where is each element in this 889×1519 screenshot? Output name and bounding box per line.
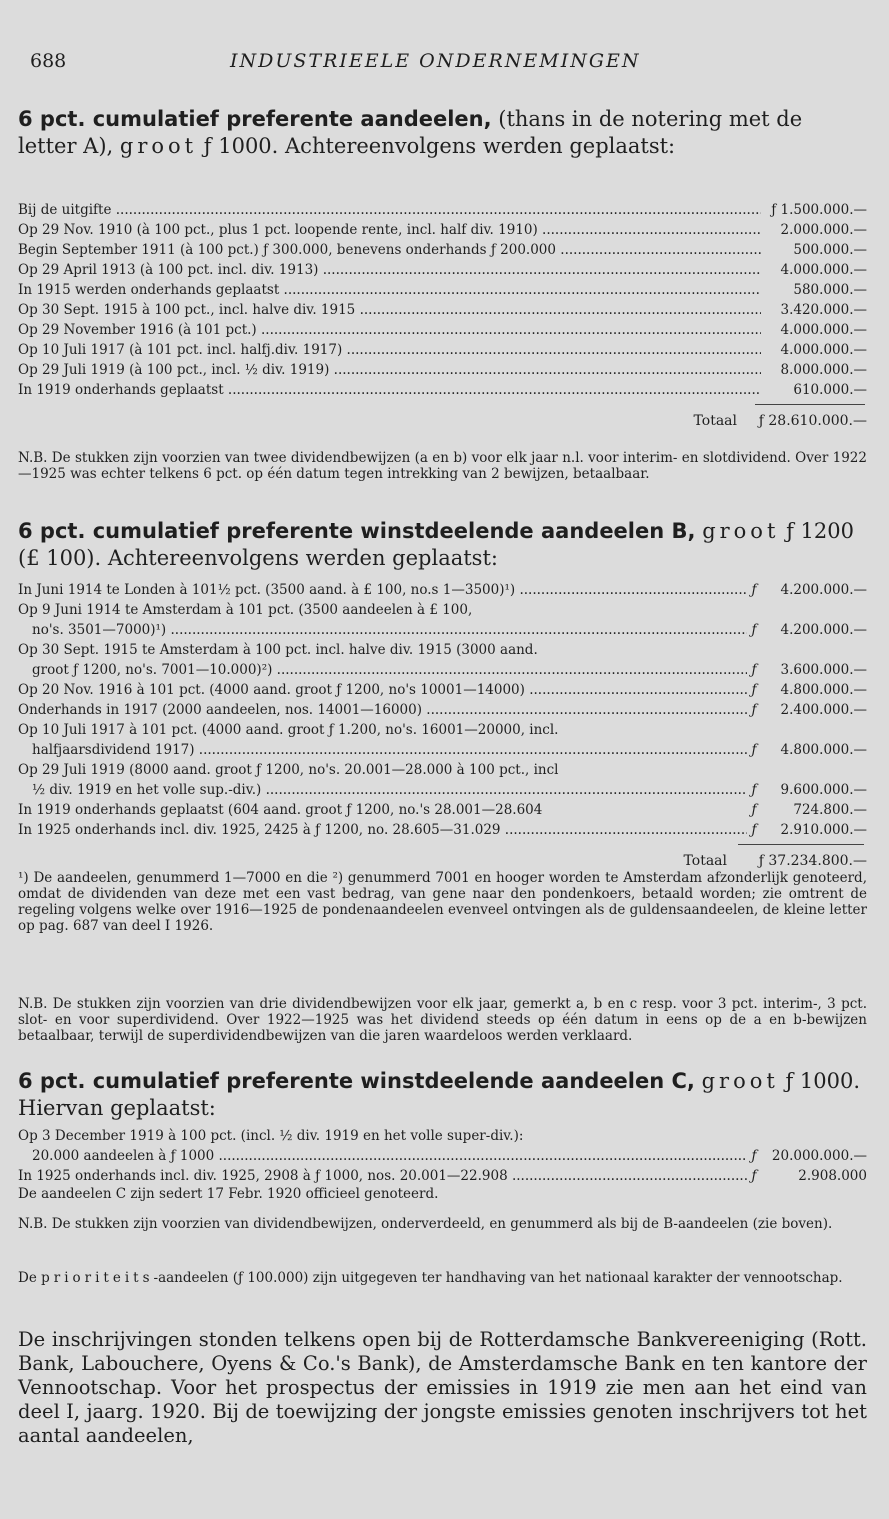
section-a-title: 6 pct. cumulatief preferente aandeelen, — [18, 107, 492, 131]
row-currency — [747, 640, 761, 660]
row-label: no's. 3501—7000)¹) ..... — [18, 620, 747, 640]
section-b-groot: groot — [702, 519, 780, 543]
row-label: Op 29 April 1913 (à 100 pct. incl. div. 1913) ..... — [18, 260, 761, 280]
section-a-heading — [18, 106, 865, 160]
row-amount: 4.200.000.— — [780, 582, 867, 598]
row-amount: 4.000.000.— — [780, 262, 867, 278]
row-currency: ƒ — [751, 702, 757, 718]
row-label: Op 29 Nov. 1910 (à 100 pct., plus 1 pct. loopende rente, incl. half div. 1910) ..... — [18, 220, 761, 240]
row-amount: 3.420.000.— — [780, 302, 867, 318]
row-amount: 2.908.000 — [798, 1168, 867, 1184]
section-b-table — [18, 580, 867, 840]
row-amount: 2.000.000.— — [780, 222, 867, 238]
row-amount: 4.000.000.— — [780, 322, 867, 338]
table-row — [18, 700, 867, 720]
table-row — [18, 620, 867, 640]
row-currency: ƒ — [751, 742, 757, 758]
row-label: Op 29 November 1916 (à 101 pct.) ..... — [18, 320, 761, 340]
section-c-heading — [18, 1068, 865, 1122]
total-label-b: Totaal — [683, 853, 727, 869]
row-currency: ƒ — [751, 1168, 757, 1184]
row-label: Op 30 Sept. 1915 à 100 pct., incl. halve div. 1915 ..... — [18, 300, 761, 320]
table-row — [18, 1166, 867, 1186]
total-rule — [755, 404, 865, 405]
row-label: Op 29 Juli 1919 (8000 aand. groot ƒ 1200, no's. 20.001—28.000 à 100 pct., incl — [18, 762, 559, 778]
section-b-heading — [18, 518, 865, 572]
table-row — [18, 200, 867, 220]
row-label: In 1915 werden onderhands geplaatst ..... — [18, 280, 761, 300]
row-currency: ƒ — [751, 662, 757, 678]
table-row — [18, 600, 867, 620]
table-row — [18, 680, 867, 700]
table-row — [18, 640, 867, 660]
row-amount: 4.000.000.— — [780, 342, 867, 358]
row-amount: 724.800.— — [793, 802, 867, 818]
section-c-note: N.B. De stukken zijn voorzien van dividendbewijzen, onderverdeeld, en genummerd als bij de B-aandeelen (zie boven). — [18, 1216, 833, 1232]
section-b-total — [18, 850, 867, 872]
row-label: halfjaarsdividend 1917) ..... — [18, 740, 747, 760]
row-amount — [761, 760, 867, 780]
section-a-note: N.B. De stukken zijn voorzien van twee dividendbewijzen (a en b) voor elk jaar n.l. voor interim- en slotdividend. Over 1922—1925 was echter telkens 6 pct. op één datum tegen intrekking van 2 bewijzen, betaalbaar. — [18, 450, 867, 482]
row-label: Op 9 Juni 1914 te Amsterdam à 101 pct. (3500 aandeelen à £ 100, — [18, 602, 473, 618]
row-label: Op 30 Sept. 1915 te Amsterdam à 100 pct. incl. halve div. 1915 (3000 aand. — [18, 642, 538, 658]
table-row — [18, 360, 867, 380]
row-currency: ƒ — [751, 582, 757, 598]
section-c-table — [18, 1146, 867, 1186]
row-label: Begin September 1911 (à 100 pct.) ƒ 300.000, benevens onderhands ƒ 200.000 ..... — [18, 240, 761, 260]
section-a-table — [18, 200, 867, 400]
row-amount: ƒ 1.500.000.— — [771, 202, 867, 218]
row-currency: ƒ — [751, 782, 757, 798]
priority-spaced: prioriteits — [41, 1270, 154, 1286]
row-currency — [747, 600, 761, 620]
row-label: In 1919 onderhands geplaatst ..... — [18, 380, 761, 400]
row-amount — [761, 720, 867, 740]
row-label: Bij de uitgifte ..... — [18, 200, 761, 220]
row-currency: ƒ — [751, 822, 757, 838]
table-row — [18, 240, 867, 260]
priority-pre: De — [18, 1270, 42, 1286]
row-amount: 4.800.000.— — [780, 682, 867, 698]
row-amount: 3.600.000.— — [780, 662, 867, 678]
row-currency — [747, 760, 761, 780]
table-row — [18, 220, 867, 240]
closing-paragraph: De inschrijvingen stonden telkens open bij de Rotterdamsche Bankvereeniging (Rott. Bank, Labouchere, Oyens & Co.'s Bank), de Amsterdamsche Bank en ten kantore der Vennootschap. Voor het prospectus der emissies in 1919 zie men aan het eind van deel I, jaarg. 1920. Bij de toewijzing der jongste emissies genoten inschrijvers tot het aantal aandeelen, — [18, 1328, 867, 1447]
section-b-heading-text: ƒ 1200 (£ 100). Achtereenvolgens werden geplaatst: — [18, 519, 854, 570]
table-row — [18, 260, 867, 280]
row-amount: 4.800.000.— — [780, 742, 867, 758]
section-a-total — [18, 410, 867, 432]
row-currency: ƒ — [751, 1148, 757, 1164]
table-row — [18, 580, 867, 600]
row-label: In 1925 onderhands incl. div. 1925, 2908 à ƒ 1000, nos. 20.001—22.908 ..... — [18, 1166, 747, 1186]
row-label: Op 10 Juli 1917 à 101 pct. (4000 aand. groot ƒ 1.200, no's. 16001—20000, incl. — [18, 722, 559, 738]
total-amount: ƒ 28.610.000.— — [758, 413, 867, 429]
table-row — [18, 820, 867, 840]
table-row — [18, 660, 867, 680]
row-amount: 9.600.000.— — [780, 782, 867, 798]
row-label: Op 10 Juli 1917 (à 101 pct. incl. halfj.div. 1917) ..... — [18, 340, 761, 360]
row-currency: ƒ — [751, 682, 757, 698]
section-a-groot: groot — [119, 134, 198, 158]
table-row — [18, 780, 867, 800]
row-label: Op 20 Nov. 1916 à 101 pct. (4000 aand. groot ƒ 1200, no's 10001—14000) ..... — [18, 680, 747, 700]
row-label: Op 29 Juli 1919 (à 100 pct., incl. ½ div. 1919) ..... — [18, 360, 761, 380]
section-b-title: 6 pct. cumulatief preferente winstdeelende aandeelen B, — [18, 519, 696, 543]
total-label: Totaal — [693, 413, 737, 429]
section-a-heading-text: (thans in de notering met de letter A), — [18, 107, 803, 158]
row-amount: 610.000.— — [793, 382, 867, 398]
section-b-note: N.B. De stukken zijn voorzien van drie dividendbewijzen voor elk jaar, gemerkt a, b en c resp. voor 3 pct. interim-, 3 pct. slot- en voor superdividend. Over 1922—1925 was het dividend steeds op één datum in eens op de a en b-bewijzen betaalbaar, terwijl de superdividendbewijzen van die jaren waardeloos werden verklaard. — [18, 996, 867, 1044]
section-c-line1: Op 3 December 1919 à 100 pct. (incl. ½ div. 1919 en het volle super-div.): — [18, 1128, 524, 1144]
row-label: 20.000 aandeelen à ƒ 1000 ..... — [18, 1146, 747, 1166]
row-label: In 1919 onderhands geplaatst (604 aand. groot ƒ 1200, no.'s 28.001—28.604 — [18, 802, 543, 818]
section-c-heading-text: ƒ 1000. Hiervan geplaatst: — [18, 1069, 861, 1120]
total-amount-b: ƒ 37.234.800.— — [758, 853, 867, 869]
table-row — [18, 1146, 867, 1166]
section-c-line2: De aandeelen C zijn sedert 17 Febr. 1920 officieel genoteerd. — [18, 1186, 439, 1202]
table-row — [18, 740, 867, 760]
page-number: 688 — [30, 50, 67, 72]
row-label: groot ƒ 1200, no's. 7001—10.000)²) ..... — [18, 660, 747, 680]
row-amount: 2.400.000.— — [780, 702, 867, 718]
priority-rest: -aandeelen (ƒ 100.000) zijn uitgegeven ter handhaving van het nationaal karakter der vennootschap. — [153, 1270, 843, 1286]
table-row — [18, 800, 867, 820]
row-label: In 1925 onderhands incl. div. 1925, 2425 à ƒ 1200, no. 28.605—31.029 ..... — [18, 820, 747, 840]
row-amount: 4.200.000.— — [780, 622, 867, 638]
section-b-footnote: ¹) De aandeelen, genummerd 1—7000 en die ²) genummerd 7001 en hooger worden te Amsterdam afzonderlijk genoteerd, omdat de dividenden van deze met een vast bedrag, van gene naar den pondenkoers, betaald worden; zie omtrent de regeling volgens welke over 1916—1925 de pondenaandeelen evenveel ontvingen als de guldensaandeelen, de kleine letter op pag. 687 van deel I 1926. — [18, 870, 867, 934]
section-c-groot: groot — [701, 1069, 779, 1093]
row-amount — [761, 600, 867, 620]
table-row — [18, 340, 867, 360]
row-currency: ƒ — [751, 802, 757, 818]
table-row — [18, 300, 867, 320]
row-amount: 2.910.000.— — [780, 822, 867, 838]
row-currency: ƒ — [751, 622, 757, 638]
row-amount: 20.000.000.— — [771, 1148, 867, 1164]
table-row — [18, 760, 867, 780]
row-amount — [761, 640, 867, 660]
row-amount: 8.000.000.— — [780, 362, 867, 378]
row-label: ½ div. 1919 en het volle sup.-div.) ..... — [18, 780, 747, 800]
row-amount: 500.000.— — [793, 242, 867, 258]
priority-paragraph — [18, 1270, 867, 1286]
row-amount: 580.000.— — [793, 282, 867, 298]
table-row — [18, 280, 867, 300]
table-row — [18, 320, 867, 340]
running-title: INDUSTRIEELE ONDERNEMINGEN — [230, 50, 641, 72]
section-c-title: 6 pct. cumulatief preferente winstdeelende aandeelen C, — [18, 1069, 695, 1093]
section-a-heading-text2: ƒ 1000. Achtereenvolgens werden geplaatst: — [197, 134, 676, 158]
row-currency — [747, 720, 761, 740]
total-rule-b — [738, 844, 864, 845]
row-label: In Juni 1914 te Londen à 101½ pct. (3500 aand. à £ 100, no.s 1—3500)¹) ..... — [18, 580, 747, 600]
table-row — [18, 720, 867, 740]
table-row — [18, 380, 867, 400]
page-header — [30, 50, 869, 76]
row-label: Onderhands in 1917 (2000 aandeelen, nos. 14001—16000) ..... — [18, 700, 747, 720]
